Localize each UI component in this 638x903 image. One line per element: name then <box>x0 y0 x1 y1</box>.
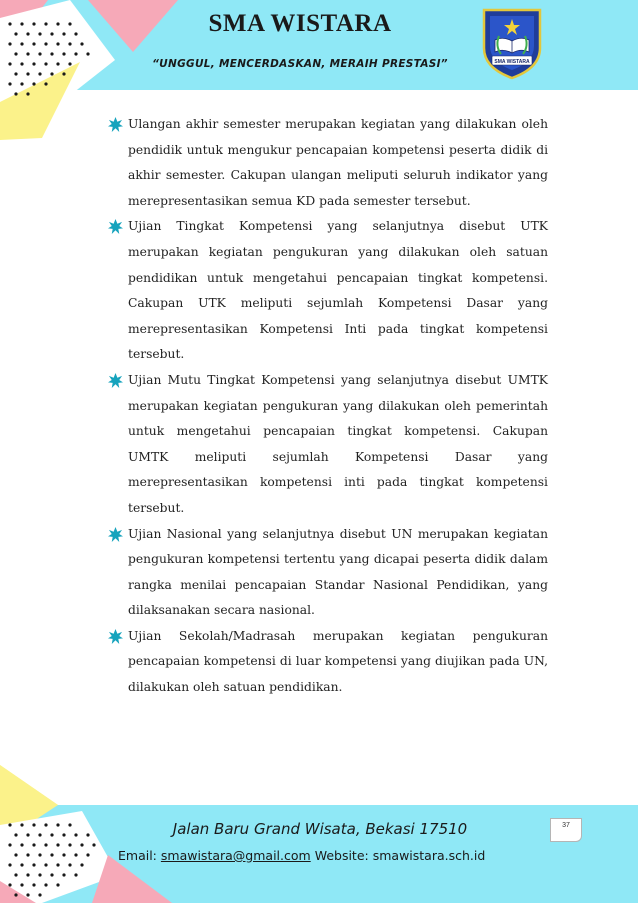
website-link[interactable]: smawistara.sch.id <box>372 848 486 863</box>
bullet-icon <box>108 117 123 132</box>
list-item-text: Ujian Tingkat Kompetensi yang selanjutnya disebut UTK merupakan kegiatan pengukuran yang dilakukan oleh satuan pendidikan untuk mengetahui pencapaian tingkat kompetensi. Cakupan UTK meliputi sejumlah Kompetensi Dasar yang merepresentasikan Kompetensi Inti pada tingkat kompetensi tersebut. <box>128 219 548 362</box>
email-label: Email: <box>118 848 157 863</box>
list-item <box>108 522 548 624</box>
page-number: 37 <box>550 818 582 842</box>
school-name: SMA WISTARA <box>208 10 392 37</box>
list-item <box>108 624 548 701</box>
school-motto: “UNGGUL, MENCERDASKAN, MERAIH PRESTASI” <box>152 58 448 70</box>
school-logo <box>481 6 543 80</box>
list-item-text: Ujian Nasional yang selanjutnya disebut UN merupakan kegiatan pengukuran kompetensi tertentu yang dicapai peserta didik dalam rangka menilai pencapaian Standar Nasional Pendidikan, yang dilaksanakan secara nasional. <box>128 526 548 618</box>
bullet-icon <box>108 373 123 388</box>
bullet-icon <box>108 219 123 234</box>
footer-contact <box>118 848 538 863</box>
list-item-text: Ujian Mutu Tingkat Kompetensi yang selanjutnya disebut UMTK merupakan kegiatan pengukuran yang dilakukan oleh pemerintah untuk mengetahui pencapaian tingkat kompetensi. Cakupan UMTK meliputi sejumlah Kompetensi Dasar yang merepresentasikan kompetensi inti pada tingkat kompetensi tersebut. <box>128 372 548 515</box>
list-item <box>108 214 548 368</box>
website-label: Website: <box>314 848 369 863</box>
list-item <box>108 112 548 214</box>
email-link[interactable]: smawistara@gmail.com <box>160 848 311 863</box>
logo-text: SMA WISTARA <box>494 59 530 65</box>
list-item-text: Ulangan akhir semester merupakan kegiatan yang dilakukan oleh pendidik untuk mengukur pencapaian kompetensi peserta didik di akhir semester. Cakupan ulangan meliputi seluruh indikator yang merepresentasikan semua KD pada semester tersebut. <box>128 117 548 208</box>
bullet-icon <box>108 527 123 542</box>
bullet-icon <box>108 629 123 644</box>
list-item <box>108 368 548 522</box>
content-list <box>108 112 548 701</box>
list-item-text: Ujian Sekolah/Madrasah merupakan kegiatan pengukuran pencapaian kompetensi di luar kompetensi yang diujikan pada UN, dilakukan oleh satuan pendidikan. <box>128 628 548 695</box>
footer-address: Jalan Baru Grand Wisata, Bekasi 17510 <box>172 820 468 838</box>
